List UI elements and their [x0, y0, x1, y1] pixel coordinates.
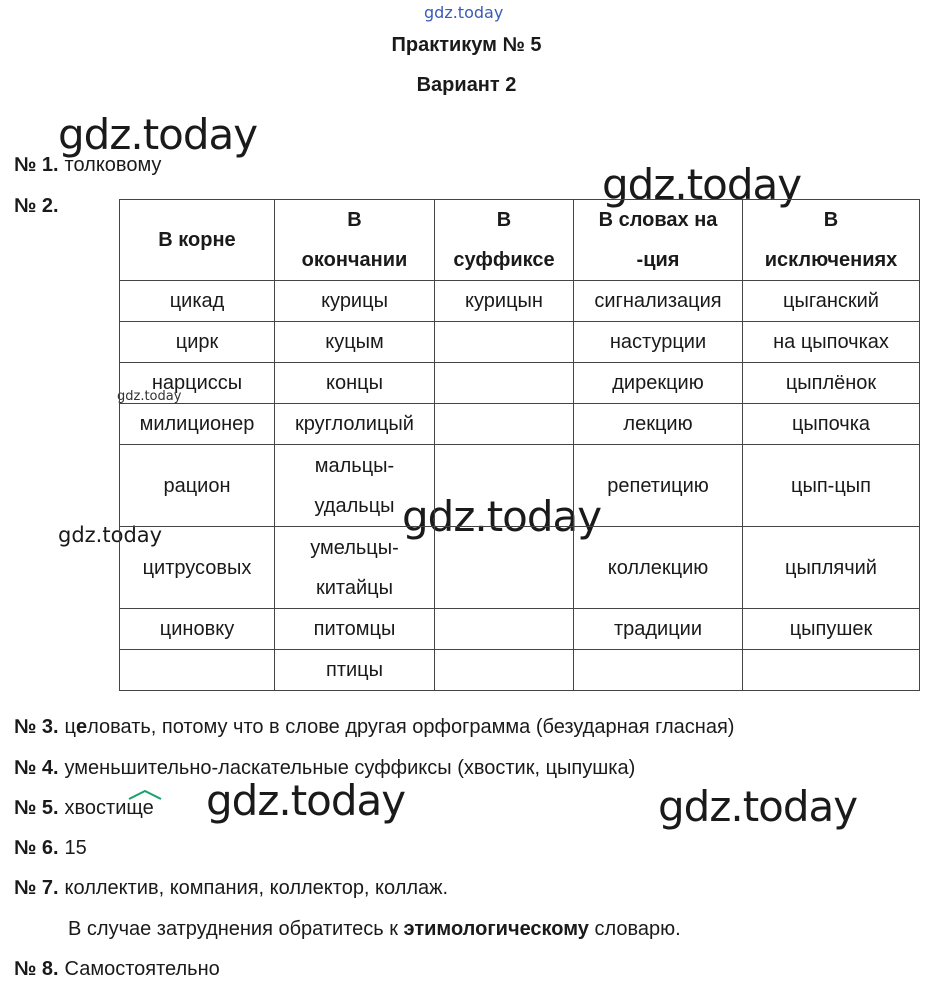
- table-cell: милиционер: [120, 404, 275, 445]
- task-number: № 5.: [14, 797, 59, 819]
- table-cell: циновку: [120, 609, 275, 650]
- watermark: gdz.today: [658, 782, 858, 831]
- watermark: gdz.today: [58, 110, 258, 159]
- table-row: [120, 404, 920, 445]
- page-title: Практикум № 5: [391, 34, 542, 56]
- table-cell: коллекцию: [574, 527, 743, 609]
- table-row: [120, 322, 920, 363]
- task-7: [14, 877, 448, 900]
- note-text: словарю.: [588, 918, 681, 940]
- task-8: [14, 958, 220, 981]
- task-number: № 6.: [14, 837, 59, 859]
- table-cell: концы: [275, 363, 435, 404]
- watermark: gdz.today: [206, 776, 406, 825]
- task-answer: 15: [64, 837, 87, 859]
- table-cell: [435, 404, 574, 445]
- table-cell: курицын: [435, 281, 574, 322]
- table-cell: птицы: [275, 650, 435, 691]
- table-cell: лекцию: [574, 404, 743, 445]
- table-row: [120, 527, 920, 609]
- watermark-small: gdz.today: [117, 389, 182, 404]
- task-number: № 3.: [14, 716, 59, 738]
- table-cell: [574, 650, 743, 691]
- spelling-table: [119, 199, 920, 691]
- table-cell: репетицию: [574, 445, 743, 527]
- task-answer: толковому: [64, 154, 162, 176]
- table-cell: нарциссы: [120, 363, 275, 404]
- note-emphasis: этимологическому: [403, 918, 589, 940]
- task-answer: ловать, потому что в слове другая орфограмма (безударная гласная): [87, 716, 735, 738]
- task-number: № 1.: [14, 154, 59, 176]
- table-cell: [435, 445, 574, 527]
- table-cell: рацион: [120, 445, 275, 527]
- task-number: № 8.: [14, 958, 59, 980]
- table-row: [120, 609, 920, 650]
- table-cell: цикад: [120, 281, 275, 322]
- table-cell: цыплёнок: [743, 363, 920, 404]
- table-cell: цыганский: [743, 281, 920, 322]
- table-row: [120, 281, 920, 322]
- suffix-mark-icon: [127, 789, 163, 801]
- table-row: [120, 650, 920, 691]
- note-text: В случае затруднения обратитесь к: [68, 918, 404, 940]
- task-number: № 2.: [14, 195, 59, 217]
- table-cell: куцым: [275, 322, 435, 363]
- table-cell: цирк: [120, 322, 275, 363]
- table-cell: мальцы- удальцы: [275, 445, 435, 527]
- watermark: gdz.today: [402, 492, 602, 541]
- task-answer: хвостище: [64, 797, 154, 819]
- table-cell: круглолицый: [275, 404, 435, 445]
- page-subtitle: Вариант 2: [416, 74, 517, 96]
- task-answer: уменьшительно-ласкательные суффиксы (хвостик, цыпушка): [64, 757, 636, 779]
- watermark: gdz.today: [58, 523, 163, 547]
- task-7-note: [68, 918, 681, 941]
- table-row: [120, 445, 920, 527]
- table-cell: [435, 363, 574, 404]
- highlighted-vowel: е: [76, 716, 88, 738]
- task-answer: коллектив, компания, коллектор, коллаж.: [64, 877, 449, 899]
- task-2: [14, 195, 65, 218]
- table-cell: [743, 650, 920, 691]
- table-cell: [435, 527, 574, 609]
- word-prefix: ц: [64, 716, 76, 738]
- header-cell: В окончании: [275, 200, 435, 281]
- table-cell: питомцы: [275, 609, 435, 650]
- table-cell: традиции: [574, 609, 743, 650]
- watermark: gdz.today: [602, 160, 802, 209]
- table-cell: цып-цып: [743, 445, 920, 527]
- header-cell: В корне: [120, 200, 275, 281]
- table-cell: сигнализация: [574, 281, 743, 322]
- task-4: [14, 757, 635, 780]
- table-cell: [120, 650, 275, 691]
- header-cell: В исключениях: [743, 200, 920, 281]
- header-cell: В суффиксе: [435, 200, 574, 281]
- task-number: № 4.: [14, 757, 59, 779]
- task-answer: Самостоятельно: [64, 958, 220, 980]
- table-cell: на цыпочках: [743, 322, 920, 363]
- task-1: [14, 154, 161, 177]
- task-number: № 7.: [14, 877, 59, 899]
- task-3: [14, 716, 734, 739]
- table-cell: настурции: [574, 322, 743, 363]
- table-cell: цыплячий: [743, 527, 920, 609]
- header-cell: В словах на -ция: [574, 200, 743, 281]
- table-cell: дирекцию: [574, 363, 743, 404]
- table-cell: [435, 609, 574, 650]
- table-cell: умельцы- китайцы: [275, 527, 435, 609]
- table-header-row: [120, 200, 920, 281]
- table-row: [120, 363, 920, 404]
- task-6: [14, 837, 87, 860]
- table-cell: [435, 650, 574, 691]
- table-cell: цитрусовых: [120, 527, 275, 609]
- table-cell: [435, 322, 574, 363]
- table-cell: цыпушек: [743, 609, 920, 650]
- table-cell: курицы: [275, 281, 435, 322]
- table-cell: цыпочка: [743, 404, 920, 445]
- watermark-top: gdz.today: [424, 3, 504, 22]
